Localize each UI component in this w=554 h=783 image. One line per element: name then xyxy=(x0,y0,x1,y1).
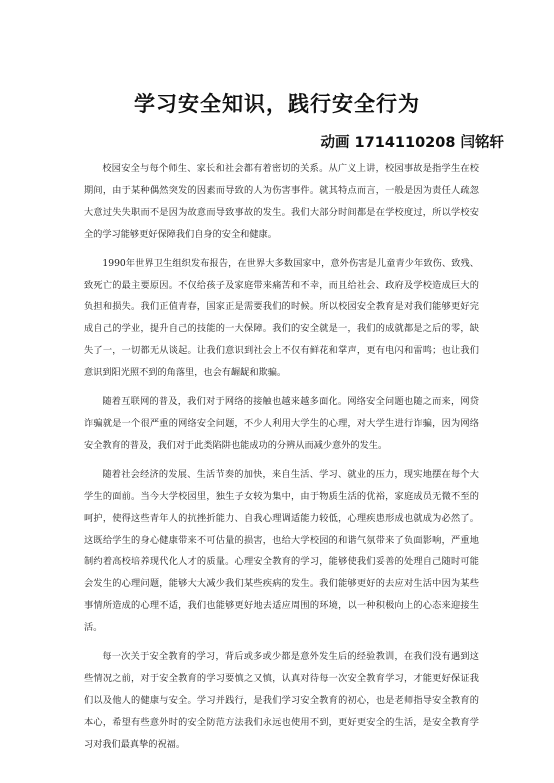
paragraph-5: 每一次关于安全教育的学习，背后或多或少都是意外发生后的经验教训，在我们没有遇到这些情况之前，对于安全教育的学习要慎之又慎，认真对待每一次安全教育学习，才能更好保证我们以及他人的健康与安全。学习并践行，是我们学习安全教育的初心，也是老师指导安全教育的本心，希望有些意外时的安全防范方法我们永远也使用不到，更好更安全的生活，是安全教育学习对我们最真挚的祝福。 xyxy=(84,651,479,750)
paragraph-1: 校园安全与每个师生、家长和社会都有着密切的关系。从广义上讲，校园事故是指学生在校期间，由于某种偶然突发的因素而导致的人为伤害事件。就其特点而言，一般是因为责任人疏忽大意过失失职而不是因为故意而导致事故的发生。我们大部分时间都是在学校度过，所以学校安全的学习能够更好保障我们自身的安全和健康。 xyxy=(84,163,479,240)
paragraph-2: 1990年世界卫生组织发布报告，在世界大多数国家中，意外伤害是儿童青少年致伤、致残、致死亡的最主要原因。不仅给孩子及家庭带来痛苦和不幸，而且给社会、政府及学校造成巨大的负担和损失。我们正值青春，国家正是需要我们的时候。所以校园安全教育是对我们能够更好完成自己的学业，提升自己的技能的一大保障。我们的安全就是一，我们的成就都是之后的零，缺失了一，一切都无从谈起。让我们意识到社会上不仅有鲜花和掌声，更有电闪和雷鸣；也让我们意识到阳光照不到的角落里，也会有龌龊和欺骗。 xyxy=(84,257,479,379)
paragraph-4: 随着社会经济的发展、生活节奏的加快，来自生活、学习、就业的压力，现实地摆在每个大学生的面前。当今大学校园里，独生子女较为集中，由于物质生活的优裕，家庭成员无微不至的呵护，使得这些青年人的抗挫折能力、自我心理调适能力较低，心理疾患形成也就成为必然了。这既给学生的身心健康带来不可估量的损害，也给大学校园的和谐气氛带来了负面影响，严重地制约着高校培养现代化人才的质量。心理安全教育的学习，能够使我们妥善的处理自己随时可能会发生的心理问题，能够大大减少我们某些疾病的发生。我们能够更好的去应对生活中因为某些事情所造成的心理不适，我们也能够更好地去适应周围的环境，以一种积极向上的心态来迎接生活。 xyxy=(84,468,479,634)
document-body xyxy=(84,158,479,763)
document-title: 学习安全知识，践行安全行为 xyxy=(134,92,420,116)
author-line: 动画 1714110208 闫铭轩 xyxy=(320,135,504,151)
paragraph-3: 随着互联网的普及，我们对于网络的接触也越来越多面化。网络安全问题也随之而来，网贷诈骗就是一个很严重的网络安全问题，不少人利用大学生的心理，对大学生进行诈骗，因为网络安全教育的普及，我们对于此类陷阱也能成功的分辨从而减少意外的发生。 xyxy=(84,396,479,451)
